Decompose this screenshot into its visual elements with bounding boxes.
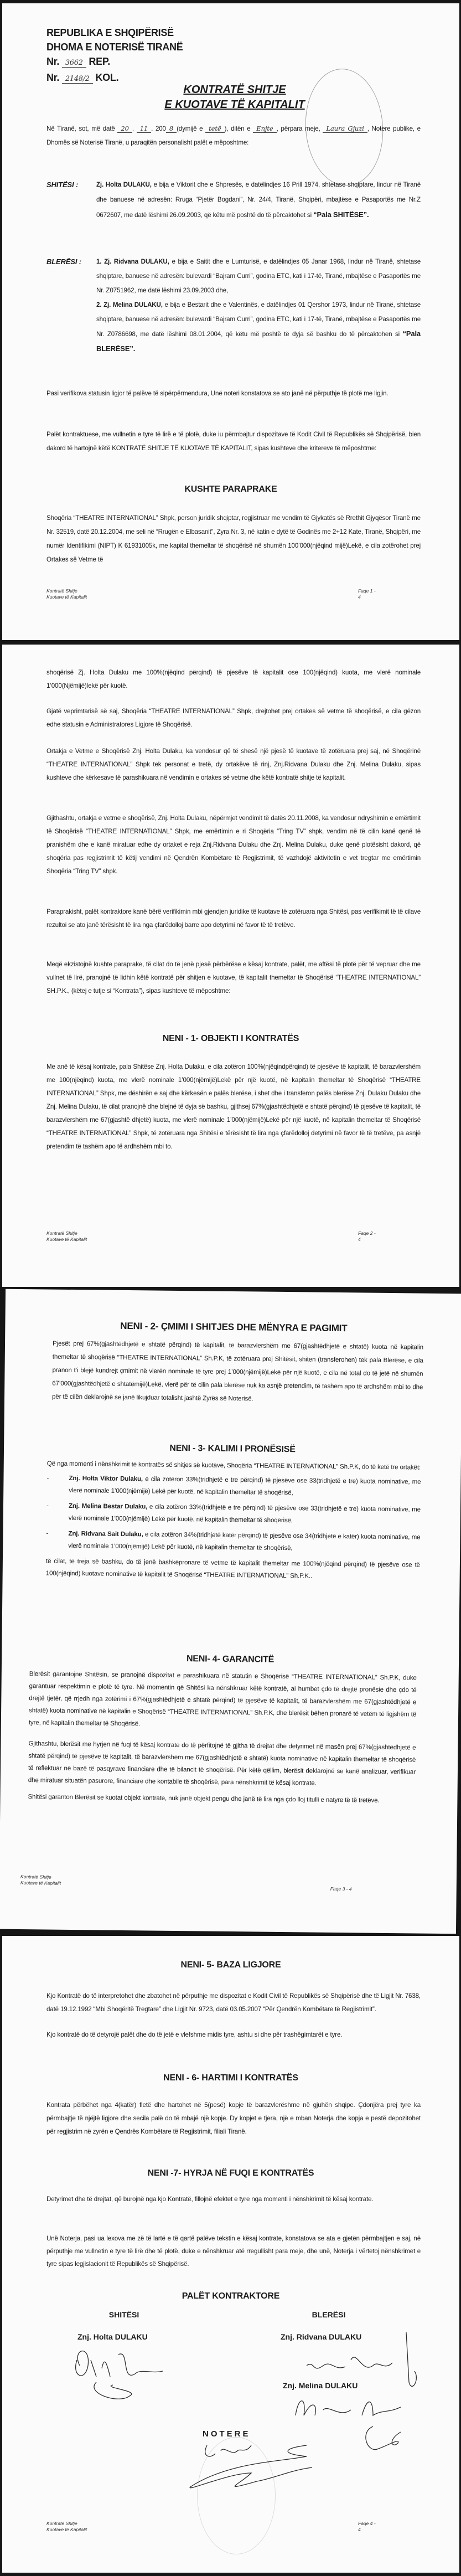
rep-label: REP. [89, 56, 110, 67]
article-3-text [46, 1458, 421, 1584]
weekday: Enjte [253, 125, 276, 133]
buyer1-details: e bija e Saitit dhe e Lumturisë, e datëlindjes 05 Janar 1968, lindur në Tiranë, shtetase shqiptare, banuese në adresën: bulevardi “Bajram Curri”, godina ETC, kati i 17-të, Tiranë, mbajtëse e Pasaportës me Nr. Z0751962, me datë lëshimi 23.09.2003 dhe, [96, 258, 421, 294]
seller-details: e bija e Viktorit dhe e Shpresës, e datëlindjes 16 Prill 1974, shtetase shqiptare, lindur në Tiranë dhe banuese në adresën: Rruga “Pjetër Bogdani”, Nr. 24/4, Tiranë, Shqipëri, mbajtëse e Pasaportës me Nr.Z 0672607, me datë lëshimi 26.09.2003, që këtu më poshtë do të përcaktohet si [96, 181, 421, 219]
page-number: Faqe 1 - 4 [358, 588, 376, 600]
seller-name: Zj. Holta DULAKU, [96, 181, 152, 188]
kol-number-value: 2148/2 [62, 75, 93, 84]
seller-block [46, 177, 421, 223]
chamber-heading: DHOMA E NOTERISË TIRANË [46, 42, 183, 53]
intro-paragraph: Në Tiranë, sot, më datë 20 . 11 . 200 8 (dymijë e tetë ), ditën e Enjte , përpara meje, Laura Gjuzi , Notere publike, e Dhomës së Noterisë Tiranë, u paraqitën personalisht palët e mëposhtme: [46, 125, 421, 146]
footer-line-1: Kontratë Shitje [20, 1874, 51, 1880]
seller-alias: “Pala SHITËSE”. [313, 210, 369, 219]
buyer2-details: e bija e Bestarit dhe e Valentinës, e datëlindjes 01 Qershor 1973, lindur në Tiranë, shtetase shqiptare, banuese në adresën: bulevardi “Bajram Curri”, godina ETC, kati i 17-të, Tiranë, mbajtëse e Pasaportës me Nr. Z0786698, me datë lëshimi 08.01.2004, që këtu më poshtë të dyja së bashku do të përcaktohen si [96, 301, 421, 338]
article-4-heading: NENI- 4- GARANCITË [186, 1654, 274, 1665]
paragraph-text: Blerësit garantojnë Shitësin, se pranojnë dispozitat e parashikuara në statutin e Shoqërisë “THEATRE INTERNATIONAL” Sh.P.K, duke garantuar respektimin e plotë të tyre. Në momentin që Shitësi ka nënshkruar këtë kontratë, ai humbet çdo të drejtë pronësie dhe çdo të drejtë tjetër, që rrjedh nga zotërimi i 67%(gjashtëdhjetë e shtatë përqind) të pjesëve të kapitalit, të barazvlershëm me 67(gjashtëdhjetë e shtatë) kuota nominative në kapitalin e Shoqërisë “THEATRE INTERNATIONAL” Sh.P.K, dhe blerësit bëhen pronarë të vetëm të ligjshëm të tyre, në kapitalin themeltar të Shoqërisë. [28, 1670, 417, 1728]
date-year-words: tetë [205, 125, 224, 133]
article-4-text [28, 1668, 417, 1807]
verification-prior-paragraph [46, 905, 421, 932]
owner-name: Znj. Holta Viktor Dulaku, [69, 1474, 143, 1483]
article-6-heading: NENI - 6- HARTIMI I KONTRATËS [163, 2073, 298, 2083]
page-3 [0, 1289, 461, 1934]
kol-label: KOL. [95, 72, 119, 83]
page-2 [2, 645, 459, 1287]
nr-label: Nr. [46, 72, 60, 83]
article-2-heading: NENI - 2- ÇMIMI I SHITJES DHE MËNYRA E PAGIMIT [120, 1320, 348, 1334]
paragraph-text: Gjithashtu, ortakja e vetme e shoqërisë, Znj. Holta Dulaku, nëpërmjet vendimit të datës 20.11.2008, ka vendosur ndryshimin e emërtimit të Shoqërisë “THEATRE INTERNATIONAL” Shpk, me emërtimin e ri Shoqëria “Tring TV” shpk, vendim në të cilin kanë qenë të pranishëm dhe e kanë miratuar edhe dy ortaket e reja Znj.Ridvana Dulaku dhe Znj. Melina Dulaku, duke qenë plotësisht dakord, që shoqëria pas regjistrimit të këtij vendimi në Qendrën Kombëtare të Regjistrimit, të vazhdojë aktivitetin e vet tregtar me emërtimin Shoqëria “Tring TV” shpk. [46, 815, 421, 875]
republic-heading: REPUBLIKA E SHQIPËRISË [46, 27, 174, 38]
date-day: 20 [117, 125, 132, 133]
page-footer [46, 2521, 379, 2533]
ownership-continuation [46, 666, 421, 693]
date-year-prefix: 200 [155, 125, 166, 132]
paragraph-text: shoqërisë Zj. Holta Dulaku me 100%(njëqind përqind) të pjesëve të kapitalit ose 100(njëqind) kuota, me vlerë nominale 1’000(Njëmijë)lekë për kuotë. [46, 669, 421, 689]
paragraph-text: Ortakja e Vetme e Shoqërisë Znj. Holta Dulaku, ka vendosur që të shesë një pjesë të kuotave të zotëruara prej saj, në Shoqërinë “THEATRE INTERNATIONAL” Shpk tek personat e tretë, dy ortakëve të rinj, Znj.Ridvana Dulaku dhe Znj. Melina Dulaku, sipas kushteve dhe kërkesave të parashikuara në vendimin e ortakes së vetme dhe këtë kontratë shitje të kapitalit. [46, 748, 421, 781]
paragraph-text: Detyrimet dhe të drejtat, që burojnë nga kjo Kontratë, fillojnë efektet e tyre nga momenti i nënshkrimit të kësaj kontrate. [46, 2196, 374, 2203]
agreement-text: Palët kontraktuese, me vullnetin e tyre të lirë e të plotë, duke iu përmbajtur dispozitave të Kodit Civil të Republikës së Shqipërisë, bien dakord të hartojnë këtë KONTRATË SHITJE TË KUOTAVE TË KAPITALIT, sipas kushteve dhe kritereve të mëposhtme: [46, 431, 421, 452]
paragraph-text: Unë Noterja, pasi ua lexova me zë të lartë e të qartë palëve tekstin e kësaj kontrate, konstatova se ata e gjetën përmbajtjen e saj, në përputhje me vullnetin e tyre të lirë dhe të plotë, duke e nënshkruar atë rregullisht para meje, dhe unë, Noterja i vërtetoj nënshkrimet e tyre sipas legjislacionit të Republikës së Shqipërisë. [46, 2235, 421, 2268]
conditions-paragraph [46, 958, 421, 998]
page-number: Faqe 3 - 4 [330, 1885, 352, 1892]
buyers-label: BLERËSI : [46, 257, 81, 266]
date-month: 11 [137, 125, 151, 133]
buyer2-signatory-name: Znj. Melina DULAKU [283, 2381, 358, 2390]
paragraph-text: Që nga momenti i nënshkrimit të kontratës së shitjes së kuotave, Shoqëria “THEATRE INTERNATIONAL” Sh.P.K, do të ketë tre ortakët: [46, 1460, 421, 1471]
date-year-digit: 8 [166, 125, 177, 133]
notary-attestation [46, 2232, 421, 2270]
page-footer [46, 588, 379, 600]
buyers-block [46, 255, 421, 357]
paragraph-text: të cilat, të treja së bashku, do të jenë bashkëpronare të vetme të kapitalit themeltar me 100%(njëqind përqind) të pjesëve ose të 100(njëqind) kuotave nominative të kapitalit të Shoqërisë “THEATRE INTERNATIONAL” Sh.P.K.. [45, 1557, 420, 1580]
footer-line-1: Kontratë Shitje [46, 588, 77, 594]
intro-text: , përpara meje, [276, 125, 320, 132]
footer-line-2: Kuotave të Kapitalit [20, 1880, 61, 1886]
contract-title-1: KONTRATË SHITJE [183, 84, 286, 96]
footer-line-2: Kuotave të Kapitalit [46, 1237, 87, 1242]
page-4 [2, 1936, 459, 2573]
paragraph-text: Gjatë veprimtarisë së saj, Shoqëria “THEATRE INTERNATIONAL” Shpk, drejtohet prej ortakes së vetme të shoqërisë, e cila gëzon edhe statusin e Administratores Ligjore të Shoqërisë. [46, 708, 421, 728]
paragraph-text: Meqë ekzistojnë kushte paraprake, të cilat do të jenë pjesë përbërëse e kësaj kontrate, palët, me aftësi të plotë për të vepruar dhe me vullnet të lirë, pranojnë të lidhin këtë kontratë për shitjen e kuotave, të kapitalit themeltar të Shoqërisë “THEATRE INTERNATIONAL” SH.P.K., (këtej e tutje si “Kontrata”), sipas kushteve të mëposhtme: [46, 961, 421, 995]
owner-name: Znj. Ridvana Sait Dulaku, [68, 1529, 143, 1538]
footer-line-2: Kuotave të Kapitalit [46, 594, 87, 600]
footer-line-1: Kontratë Shitje [46, 1230, 77, 1236]
verification-paragraph [46, 387, 421, 401]
verification-text: Pasi verifikova statusin ligjor të palëve të sipërpërmendura, Unë noteri konstatova se ato janë në përputhje të plotë me ligjin. [46, 390, 389, 397]
paragraph-text: Me anë të kësaj kontrate, pala Shitëse Znj. Holta Dulaku, e cila zotëron 100%(njëqindpërqind) të pjesëve të kapitalit, të barazvlershëm me 100(njëqind) kuota, me vlerë nominale 1’000(njëmijë)Lekë për një kuotë, në kapitalin themeltar të Shoqërisë “THEATRE INTERNATIONAL” Shpk, me dëshirën e saj dhe kërkesën e palës blerëse, i shet dhe i transferon palës blerëse Znj. Dulaku Dulaku dhe Znj. Melina Dulaku, të cilat pranojnë dhe blejnë të dyja së bashku, gjithsej 67%(gjashtëdhjetë e shtatë përqind) të pjesëve të kapitalit, të barazvlershëm me 67(gjashtë dhjetë) kuota, me vlerë nominale 1’000(njëmijë)Lekë për një kuotë, në kapitalin themeltar të Shoqërisë “THEATRE INTERNATIONAL” Shpk, të zotëruara nga Shitësi e tërësisht të lira nga çfarëdolloj detyrimi në favor të të tretëve, pa asnjë pretendim të tashëm apo të ardhshëm mbi to. [46, 1063, 421, 1150]
seller-label: SHITËSI : [46, 181, 79, 189]
seller-signature [69, 2343, 190, 2404]
owner-details: e cila zotëron 34%(tridhjetë katër përqind) të pjesëve ose 34(tridhjetë e katër) kuota nominative, me vlerë nominale 1’000(njëmijë) Lekë për kuotë, në kapitalin themeltar të shoqërisë, [68, 1531, 421, 1552]
preliminary-conditions-heading: KUSHTE PARAPRAKE [184, 485, 277, 494]
seller-column-heading: SHITËSI [108, 2310, 139, 2319]
article-7-text [46, 2193, 421, 2206]
nr-label: Nr. [46, 56, 60, 67]
intro-text: Në Tiranë, sot, më datë [46, 125, 115, 132]
article-6-text [46, 2099, 421, 2139]
article-5-heading: NENI- 5- BAZA LIGJORE [180, 1960, 281, 1970]
owner-details: e cila zotëron 33%(tridhjetë e tre përqind) të pjesëve ose 33(tridhjetë e tre) kuota nominative, me vlerë nominale 1’000(njëmijë) Lekë për kuotë, në kapitalin themeltar të shoqërisë, [69, 1475, 421, 1497]
agreement-paragraph [46, 427, 421, 455]
paragraph-text: Kontrata përbëhet nga 4(katër) fletë dhe hartohet në 5(pesë) kopje të barazvlerëshme në gjuhën shqipe. Çdonjëra prej tyre ka përmbajtje të njëjtë ligjore dhe secila palë do të mbajë një kopje. Dy kopjet e tjera, një e mban Noterja dhe kopja e pestë depozitohet për regjistrim në zyrën e Qendrës Kombëtare të Regjistrimit, filiali Tiranë. [46, 2101, 421, 2135]
page-footer [46, 1230, 379, 1243]
page-number: Faqe 4 - 4 [358, 2521, 376, 2532]
article-1-heading: NENI - 1- OBJEKTI I KONTRATËS [162, 1034, 299, 1043]
intro-text: ), ditën e [224, 125, 251, 132]
paragraph-text: Paraprakisht, palët kontraktore kanë bërë verifikimin mbi gjendjen juridike të kuotave të zotëruara nga Shitësi, pas verifikimit të të cilave rezultoi se ato janë tërësisht të lira nga çfarëdolloj barre apo detyrimi në favor të të tretëve. [46, 908, 421, 929]
paragraph-text: Pjesët prej 67%(gjashtëdhjetë e shtatë përqind) të kapitalit, të barazvlershëm me 67(gjashtëdhjetë e shtatë) kuota në kapitalin themeltar të shoqërisë “THEATRE INTERNATIONAL” Sh.P.K, të zotëruara prej Shitësit, shiten (transferohen) tek pala Blerëse, e cila pranon t’i blejë kundrejt çmimit në vlerën nominale të tyre prej 1’000(njëmijë)Lekë për një kuotë, e cila në total do të jetë në shumën 67’000(gjashtëdhjetë e shtatëmijë)Lekë, vlerë për të cilin pala blerëse nuk ka asnjë pretendim, të tashëm apo të ardhshëm mbi to dhe për të cilën deklarojnë se janë likujduar totalisht jashtë Zyrës së Noterisë. [51, 1339, 424, 1403]
page-1 [2, 3, 459, 640]
notary-label: NOTERE [203, 2429, 251, 2439]
management-paragraph [46, 705, 421, 731]
paragraph-text: Gjithashtu, blerësit me hyrjen në fuqi të kësaj kontrate do të përfitojnë të gjitha të drejtat dhe detyrimet në masën prej 67%(gjashtëdhjetë e shtatë përqind) të pjesëve të kapitalit, të barazvlershëm me 67(gjashtëdhjetë e shtatë) kuota nominative në kapitalin themeltar të shoqërisë të reflektuar në bazë të pasqyrave financiare dhe të bilancit të shoqërisë. Për këtë qëllim, blerësit deklarojnë se kanë analizuar, verifikuar dhe miratuar situatën pasurore, financiare dhe kontabile të shoqërisë, para nënshkrimit të kësaj kontrate. [28, 1740, 416, 1787]
article-3-heading: NENI - 3- KALIMI I PRONËSISË [169, 1443, 296, 1455]
buyer1-signature [301, 2327, 423, 2393]
footer-line-2: Kuotave të Kapitalit [46, 2527, 87, 2532]
article-7-heading: NENI -7- HYRJA NË FUQI E KONTRATËS [147, 2168, 314, 2178]
paragraph-text: Kjo kontratë do të detyrojë palët dhe do të jetë e vlefshme midis tyre, ashtu si dhe për trashëgimtarët e tyre. [46, 2031, 343, 2038]
letterhead [46, 25, 183, 86]
owner-name: Znj. Melina Bestar Dulaku, [68, 1502, 148, 1511]
owner-item: - Znj. Holta Viktor Dulaku, e cila zotëron 33%(tridhjetë e tre përqind) të pjesëve ose 33(tridhjetë e tre) kuota nominative, me vlerë nominale 1’000(njëmijë) Lekë për kuotë, në kapitalin themeltar të shoqërisë, [46, 1474, 421, 1497]
intro-text: (dymijë e [177, 125, 203, 132]
notary-signature [185, 2440, 351, 2506]
footer-line-1: Kontratë Shitje [46, 2521, 77, 2526]
owner-details: e cila zotëron 33%(tridhjetë e tre përqind) të pjesëve ose 33(tridhjetë e tre) kuota nominative, me vlerë nominale 1’000(njëmijë) Lekë për kuotë, në kapitalin themeltar të shoqërisë, [68, 1503, 421, 1524]
seller-signatory-name: Znj. Holta DULAKU [77, 2332, 148, 2341]
buyer2-name: 2. Zj. Melina DULAKU, [96, 301, 163, 308]
buyer1-signatory-name: Znj. Ridvana DULAKU [281, 2332, 362, 2341]
rep-number [46, 54, 183, 70]
paragraph-text: Kjo Kontratë do të interpretohet dhe zbatohet në përputhje me dispozitat e Kodit Civil të Republikës së Shqipërisë dhe të Ligjit Nr. 7638, datë 19.12.1992 “Mbi Shoqëritë Tregtare” dhe Ligjit Nr. 9723, datë 03.05.2007 “Për Qendrën Kombëtare të Regjistrimit”. [46, 1992, 421, 2013]
page-footer [20, 1874, 353, 1892]
article-2-text [52, 1337, 423, 1408]
intro-text: , Notere publike, e Dhomës së Noterisë Tiranë, u paraqitën personalisht palët e mëposhtme: [46, 125, 421, 146]
buyer-column-heading: BLERËSI [312, 2310, 346, 2319]
buyers-alias: “Pala BLERËSE”. [96, 329, 421, 353]
name-change-paragraph [46, 812, 421, 878]
company-paragraph [46, 511, 421, 566]
owner-item: - Znj. Ridvana Sait Dulaku, e cila zotëron 34%(tridhjetë katër përqind) të pjesëve ose 34(tridhjetë e katër) kuota nominative, me vlerë nominale 1’000(njëmijë) Lekë për kuotë, në kapitalin themeltar të shoqërisë, [46, 1529, 421, 1552]
article-1-text [46, 1060, 421, 1153]
rep-number-value: 3662 [62, 59, 86, 68]
contract-title-2: E KUOTAVE TË KAPITALIT [164, 99, 305, 111]
article-5-text [46, 1990, 421, 2042]
company-text: Shoqëria “THEATRE INTERNATIONAL” Shpk, person juridik shqiptar, regjistruar me vendim të Gjykatës së Rrethit Gjyqësor Tiranë me Nr. 32519, datë 20.12.2004, me seli në “Rrugën e Elbasanit”, Zyra Nr. 3, në katin e dytë të Godinës me 2+12 Kate, Tiranë, Shqipëri, me numër Identifikimi (NIPT) K 61931005k, me kapital themeltar të shoqërisë në shumën 100’000(njëqind mijë)Lekë, e cila zotërohet prej Ortakes së Vetme të [46, 514, 421, 563]
sale-decision-paragraph [46, 745, 421, 785]
buyer1-name: 1. Zj. Ridvana DULAKU, [96, 258, 169, 265]
contracting-parties-heading: PALËT KONTRAKTORE [182, 2291, 280, 2301]
page-number: Faqe 2 - 4 [358, 1230, 376, 1242]
paragraph-text: Shitësi garanton Blerësit se kuotat objekt kontrate, nuk janë objekt pengu dhe janë të lira nga çdo lloj titulli e natyre të të tretëve. [28, 1793, 380, 1804]
owner-item: - Znj. Melina Bestar Dulaku, e cila zotëron 33%(tridhjetë e tre përqind) të pjesëve ose 33(tridhjetë e tre) kuota nominative, me vlerë nominale 1’000(njëmijë) Lekë për kuotë, në kapitalin themeltar të shoqërisë, [46, 1502, 421, 1524]
notary-name-handwritten: Laura Gjuzi [323, 125, 367, 133]
